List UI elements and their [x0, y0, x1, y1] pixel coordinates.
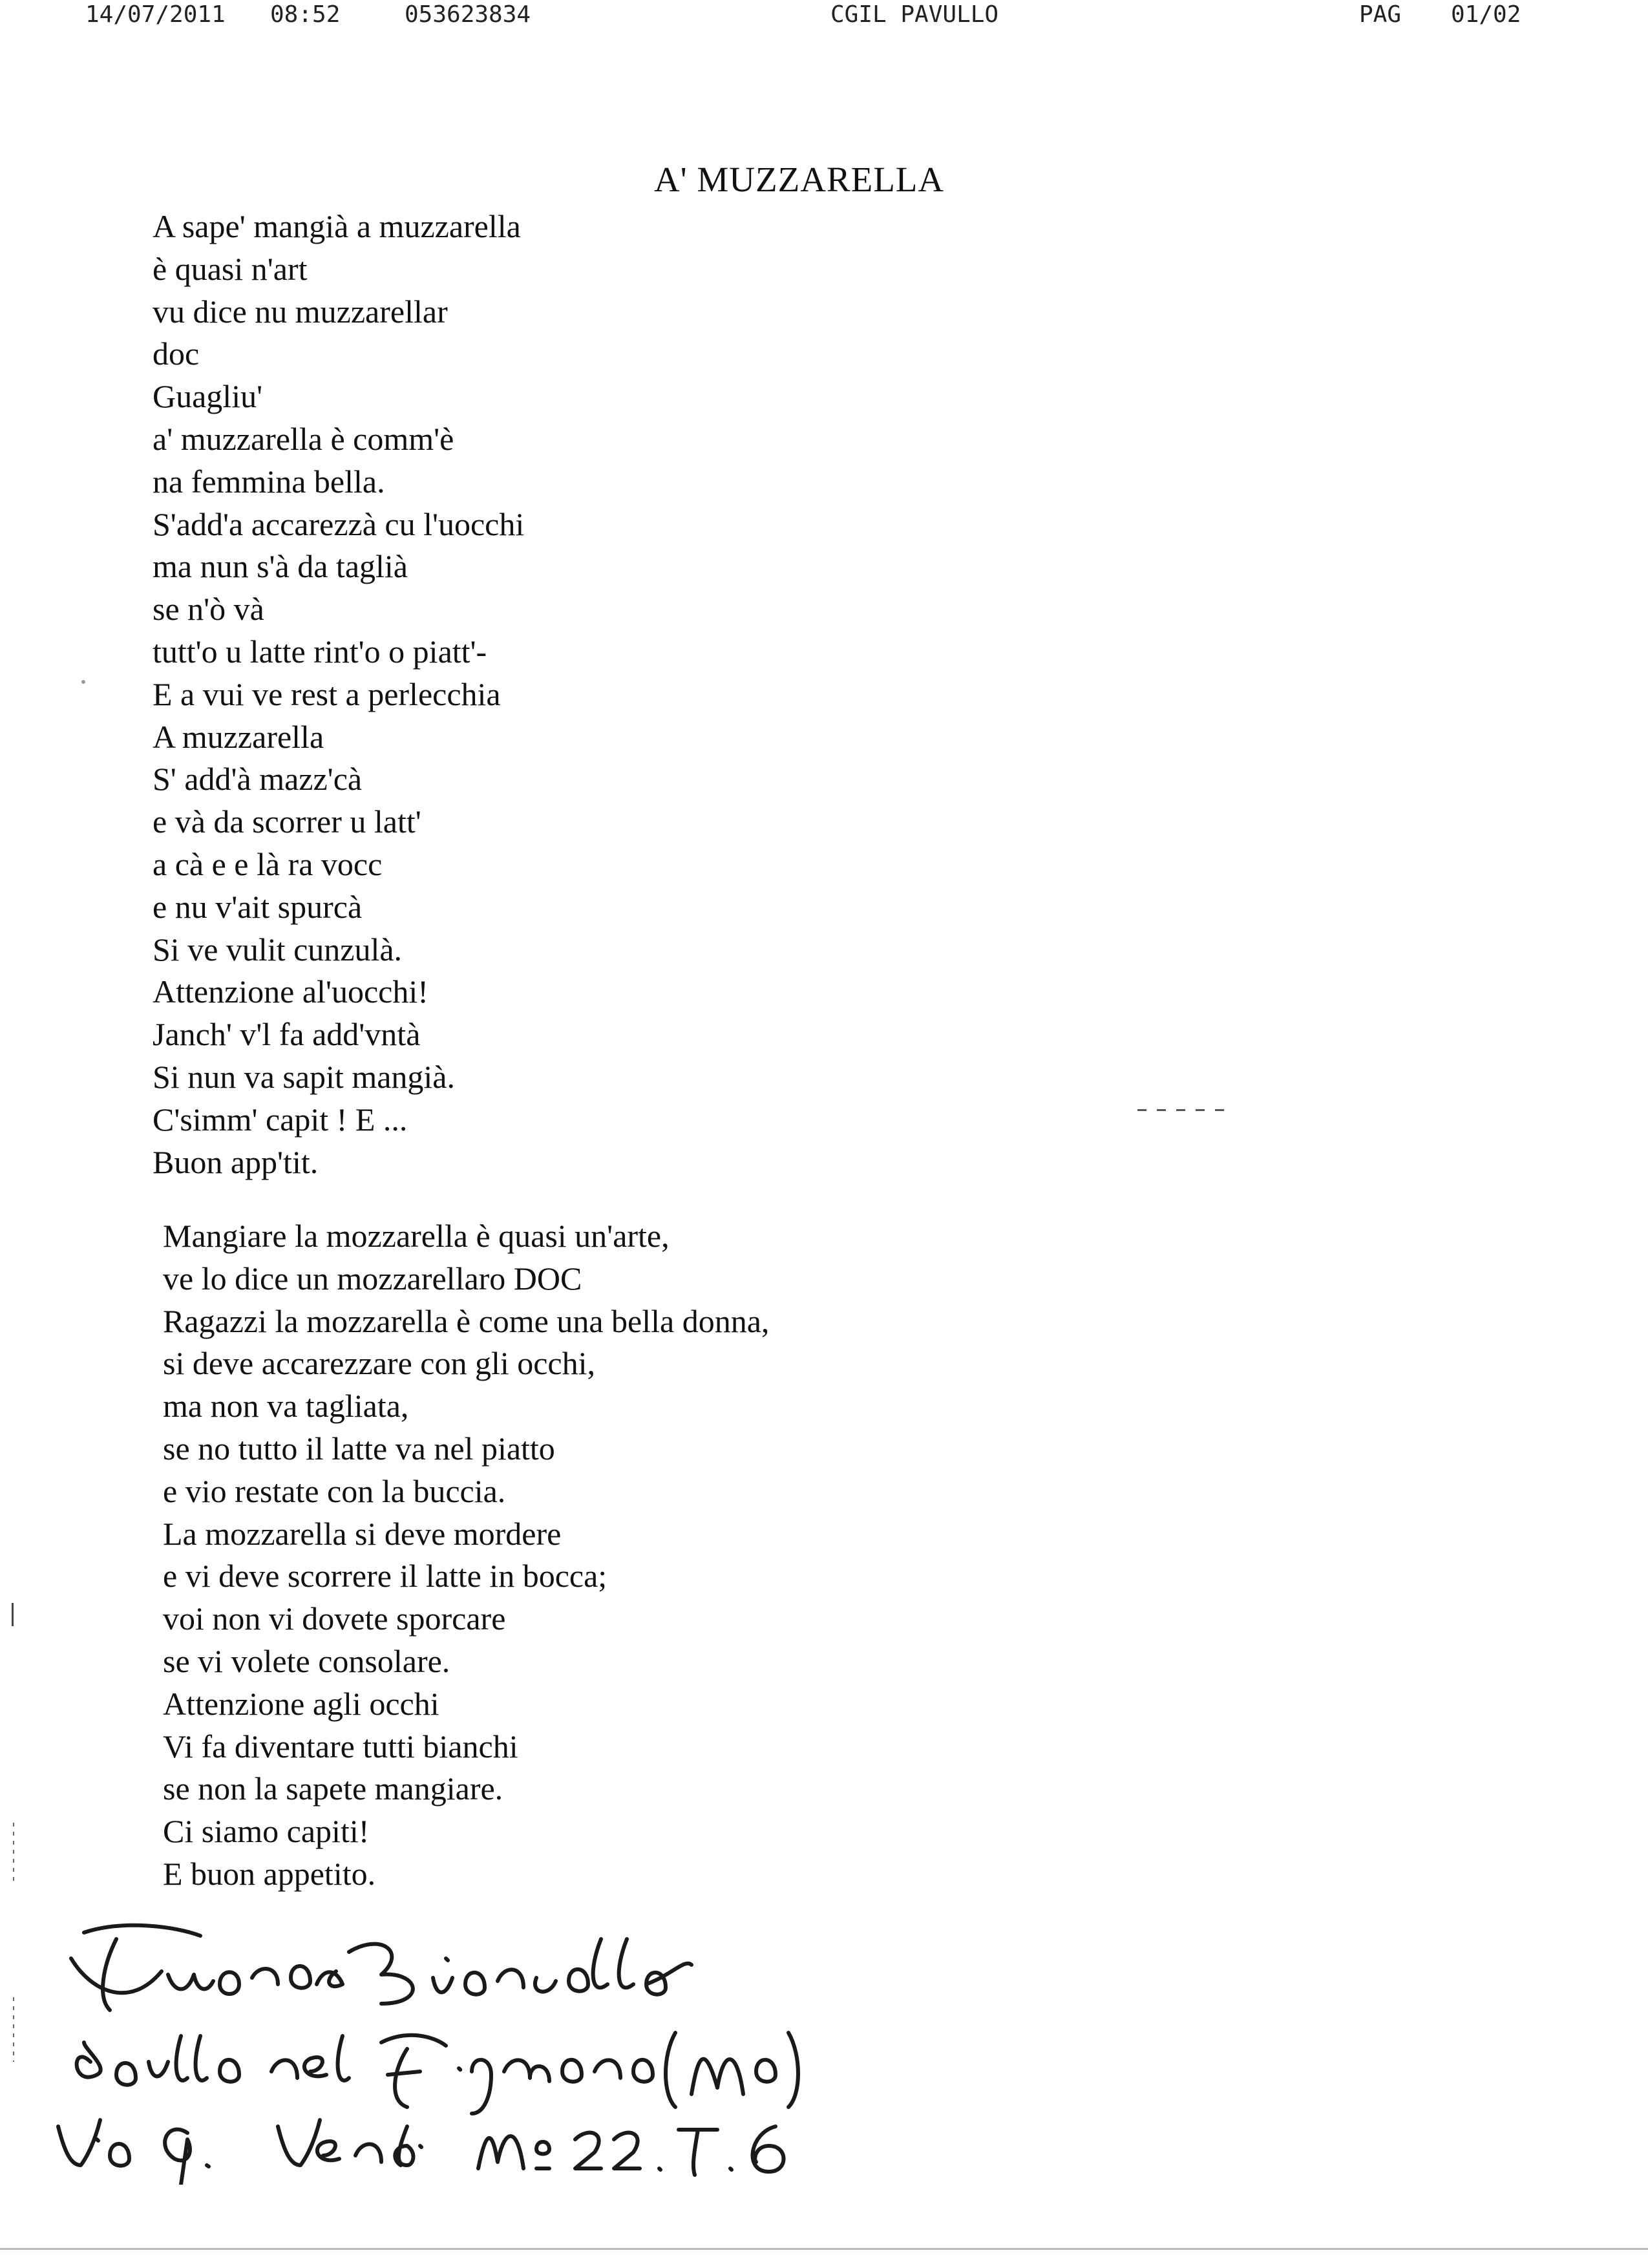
- verse-line: se vi volete consolare.: [163, 1642, 450, 1679]
- verse-line: A sape' mangià a muzzarella: [153, 208, 521, 244]
- verse-line: Si ve vulit cunzulà.: [153, 931, 403, 968]
- poem-title: A' MUZZARELLA: [654, 160, 945, 199]
- verse-line: ma nun s'à da taglià: [153, 548, 408, 585]
- verse-line: Attenzione al'uocchi!: [153, 973, 428, 1010]
- verse-line: si deve accarezzare con gli occhi,: [163, 1345, 596, 1382]
- verse-line: voi non vi dovete sporcare: [163, 1600, 506, 1637]
- verse-line: e vio restate con la buccia.: [163, 1472, 506, 1509]
- handwritten-signature: [45, 1913, 821, 2185]
- fax-number: 053623834: [405, 1, 531, 28]
- verse-line: S'add'a accarezzà cu l'uocchi: [153, 505, 525, 542]
- fax-page-number: 01/02: [1451, 1, 1521, 28]
- scan-mark-left-dots: [13, 1823, 14, 1881]
- scan-dashes: [1137, 1109, 1234, 1111]
- italian-verse: [163, 1215, 769, 1896]
- scan-mark-left: [12, 1603, 14, 1626]
- verse-line: è quasi n'art: [153, 250, 308, 287]
- fax-header: [0, 0, 1648, 39]
- verse-line: Buon app'tit.: [153, 1143, 319, 1180]
- verse-line: Janch' v'l fa add'vntà: [153, 1016, 421, 1053]
- verse-line: a' muzzarella è comm'è: [153, 420, 454, 457]
- verse-line: La mozzarella si deve mordere: [163, 1515, 562, 1552]
- dialect-verse: [153, 206, 524, 1183]
- verse-line: doc: [153, 335, 200, 372]
- verse-line: E a vui ve rest a perlecchia: [153, 675, 501, 712]
- fax-date: 14/07/2011: [85, 1, 226, 28]
- verse-line: E buon appetito.: [163, 1855, 376, 1892]
- verse-line: Si nun va sapit mangià.: [153, 1058, 455, 1095]
- verse-line: se n'ò và: [153, 591, 264, 628]
- verse-line: S' add'à mazz'cà: [153, 761, 363, 798]
- verse-line: Ci siamo capiti!: [163, 1813, 370, 1850]
- verse-line: ma non va tagliata,: [163, 1388, 409, 1425]
- verse-line: e vi deve scorrere il latte in bocca;: [163, 1558, 607, 1595]
- verse-line: Vi fa diventare tutti bianchi: [163, 1728, 518, 1765]
- scan-speck: [81, 680, 85, 684]
- scan-bottom-line: [0, 2248, 1648, 2250]
- fax-page-label: PAG: [1359, 1, 1402, 28]
- verse-line: a cà e e là ra vocc: [153, 845, 383, 882]
- verse-line: tutt'o u latte rint'o o piatt'-: [153, 633, 487, 670]
- verse-line: C'simm' capit ! E ...: [153, 1101, 408, 1138]
- verse-line: e nu v'ait spurcà: [153, 888, 363, 925]
- verse-line: vu dice nu muzzarellar: [153, 293, 448, 330]
- verse-line: Mangiare la mozzarella è quasi un'arte,: [163, 1218, 670, 1254]
- fax-time: 08:52: [270, 1, 341, 28]
- fax-sender: CGIL PAVULLO: [830, 1, 999, 28]
- scan-mark-left-dots: [13, 1997, 14, 2062]
- verse-line: ve lo dice un mozzarellaro DOC: [163, 1260, 582, 1297]
- verse-line: A muzzarella: [153, 718, 324, 755]
- verse-line: na femmina bella.: [153, 463, 385, 500]
- verse-line: se non la sapete mangiare.: [163, 1770, 503, 1807]
- verse-line: Attenzione agli occhi: [163, 1685, 439, 1722]
- verse-line: Guagliu': [153, 378, 263, 415]
- verse-line: Ragazzi la mozzarella è come una bella donna,: [163, 1302, 770, 1339]
- signature-drawing: [45, 1913, 821, 2185]
- verse-line: se no tutto il latte va nel piatto: [163, 1430, 555, 1467]
- verse-line: e và da scorrer u latt': [153, 803, 421, 840]
